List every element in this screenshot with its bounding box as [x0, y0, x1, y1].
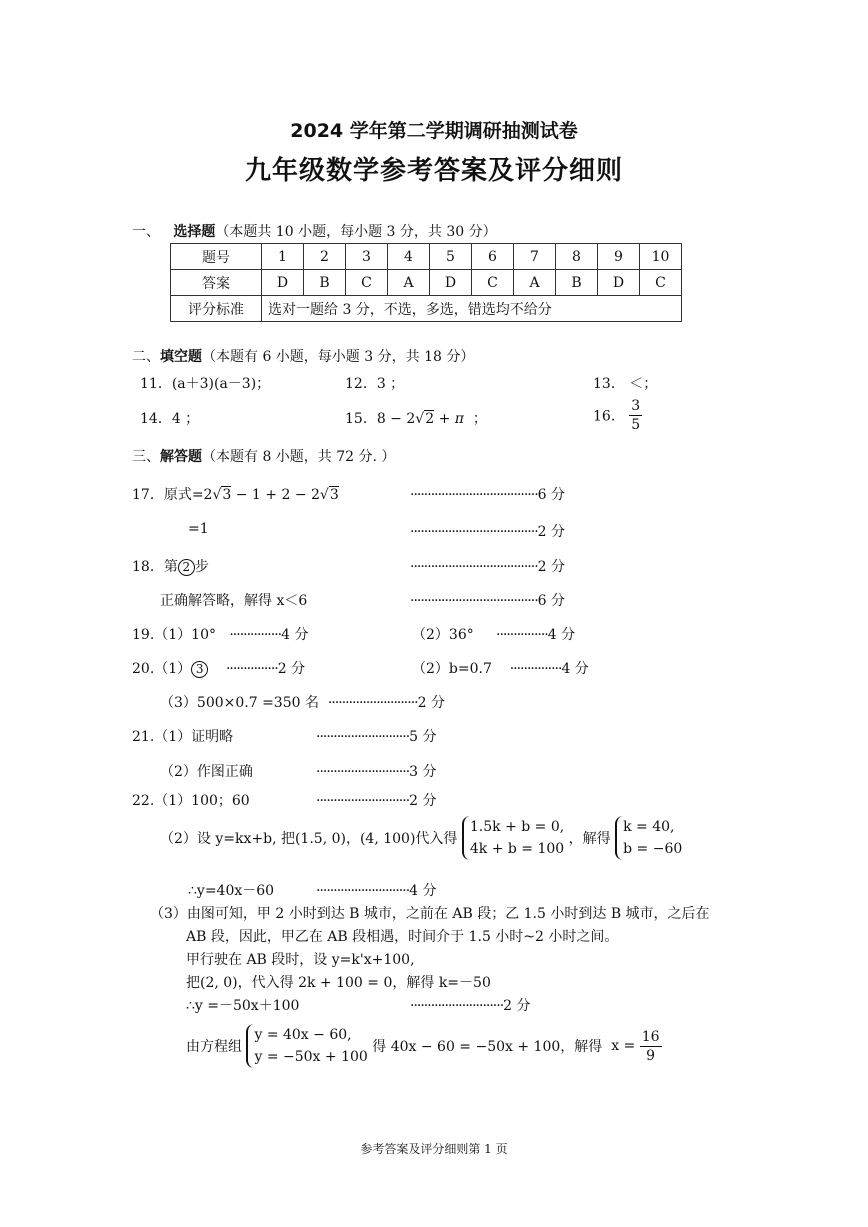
q22-part2-result: ∴y=40x－60: [188, 883, 275, 899]
table-header-cell: 题号: [171, 244, 262, 270]
table-cell: 8: [556, 244, 598, 270]
table-cell: C: [472, 270, 514, 296]
q22-score3: ···························2 分: [410, 998, 531, 1014]
answer-14: 14．4 ；: [140, 411, 200, 427]
table-cell: B: [304, 270, 346, 296]
table-cell: 10: [640, 244, 682, 270]
answer-13: 13． ＜；: [593, 376, 658, 392]
q22-part1: 22.（1）100；60: [132, 793, 250, 809]
table-row: [171, 270, 682, 296]
table-cell: C: [346, 270, 388, 296]
answer-key-title: 九年级数学参考答案及评分细则: [244, 156, 623, 186]
table-cell: 4: [388, 244, 430, 270]
equation-system: 1.5k + b = 0, 4k + b = 100: [462, 816, 564, 860]
table-cell: 2: [304, 244, 346, 270]
q22-score2: ···························4 分: [316, 883, 437, 899]
table-cell: 7: [514, 244, 556, 270]
table-header-cell: 评分标准: [171, 296, 262, 322]
q17-line2: =1: [188, 521, 209, 537]
table-cell: 9: [598, 244, 640, 270]
q22-part3-line2: AB 段，因此，甲乙在 AB 段相遇，时间介于 1.5 小时~2 小时之间。: [186, 929, 619, 945]
table-cell: 6: [472, 244, 514, 270]
q21-score2: ···························3 分: [316, 764, 437, 780]
q18-score1: ·····································2 分: [410, 559, 566, 575]
page-footer: 参考答案及评分细则第 1 页: [360, 1142, 508, 1156]
section1-heading: 一、 选择题（本题共 10 小题，每小题 3 分，共 30 分）: [132, 224, 497, 240]
table-row: [171, 244, 682, 270]
solution-system: k = 40, b = −60: [615, 816, 682, 860]
table-cell: 1: [262, 244, 304, 270]
q21-part2: （2）作图正确: [160, 764, 253, 780]
q18-line2: 正确解答略，解得 x＜6: [160, 593, 308, 609]
table-cell: 5: [430, 244, 472, 270]
q20-part3: （3）500×0.7 =350 名 ··························2 分: [160, 695, 445, 711]
equation-system: y = 40x − 60, y = −50x + 100: [246, 1024, 367, 1068]
table-header-cell: 答案: [171, 270, 262, 296]
answer-16: 16． $\frac{3}{5}$: [593, 398, 641, 433]
section3-heading: 三、解答题（本题有 8 小题，共 72 分. ）: [132, 449, 396, 465]
table-cell: 选对一题给 3 分，不选，多选，错选均不给分: [262, 296, 682, 322]
table-cell: A: [514, 270, 556, 296]
q19-part1: 19.（1）10° ···············4 分: [132, 627, 309, 643]
table-cell: 3: [346, 244, 388, 270]
q22-part2: （2）设 y=kx+b, 把(1.5, 0)，(4, 100)代入得 1.5k + b = 0, 4k + b = 100 ，解得 k = 40, b = −60: [160, 816, 682, 860]
fraction: $\frac{16}{9}$: [641, 1028, 660, 1064]
table-row: [171, 296, 682, 322]
q19-part2: （2）36° ···············4 分: [412, 627, 576, 643]
exam-title: 2024 学年第二学期调研抽测试卷: [290, 120, 578, 142]
table-cell: D: [262, 270, 304, 296]
q22-part3-line3: 甲行驶在 AB 段时，设 y=k'x+100,: [186, 952, 415, 968]
q21-part1: 21.（1）证明略: [132, 729, 234, 745]
table-cell: A: [388, 270, 430, 296]
answer-12: 12．3 ；: [345, 376, 405, 392]
answer-table: [170, 243, 682, 322]
q22-score1: ···························2 分: [316, 793, 437, 809]
q20-part2: （2）b=0.7 ···············4 分: [412, 661, 589, 677]
table-cell: C: [640, 270, 682, 296]
q17-score1: ·····································6 分: [410, 487, 566, 503]
table-cell: D: [430, 270, 472, 296]
q22-part3-line5: ∴y =－50x＋100: [186, 998, 300, 1014]
q22-part3-line4: 把(2, 0)，代入得 2k + 100 = 0，解得 k=－50: [186, 975, 491, 991]
q22-part3-line1: （3）由图可知，甲 2 小时到达 B 城市，之前在 AB 段；乙 1.5 小时到达 B 城市，之后在: [150, 906, 710, 922]
table-cell: B: [556, 270, 598, 296]
fraction: $\frac{3}{5}$: [631, 398, 641, 433]
section2-heading: 二、填空题（本题有 6 小题，每小题 3 分，共 18 分）: [132, 349, 475, 365]
q17-line1: 17．原式=2√3 − 1 + 2 − 2√3: [132, 487, 339, 503]
q22-part3-system: 由方程组 y = 40x − 60, y = −50x + 100 得 40x − 60 = −50x + 100，解得 x = $\frac{16}{9}$: [186, 1024, 662, 1068]
q21-score1: ···························5 分: [316, 729, 437, 745]
q18-line1: 18．第 2 步: [132, 559, 209, 575]
answer-11: 11．(a＋3)(a－3)；: [140, 376, 271, 392]
q17-score2: ·····································2 分: [410, 524, 566, 540]
answer-15: 15．8 − 2√2 + π ；: [345, 411, 487, 427]
table-cell: D: [598, 270, 640, 296]
q18-score2: ·····································6 分: [410, 593, 566, 609]
q20-part1: 20.（1） 3 ···············2 分: [132, 661, 306, 677]
